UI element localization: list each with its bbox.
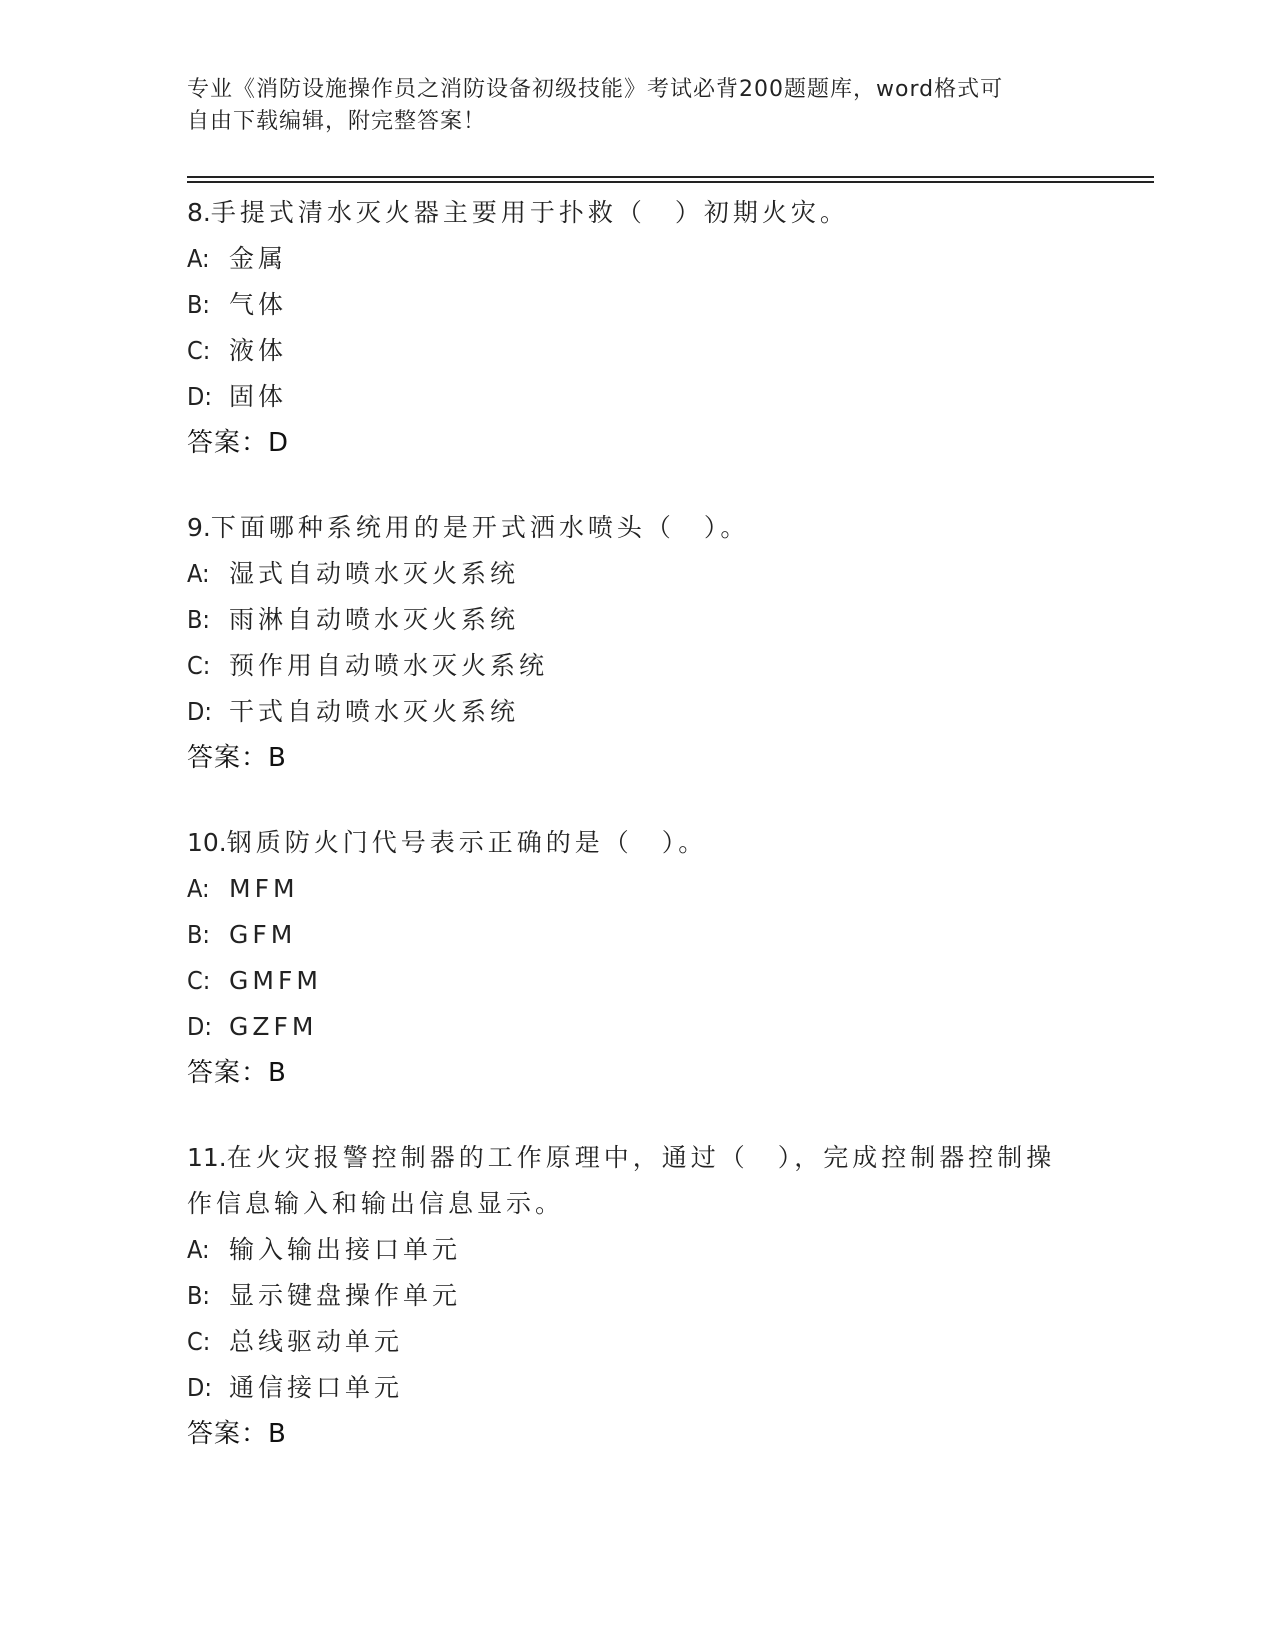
option-text: 输入输出接口单元 — [229, 1235, 462, 1264]
option-c — [187, 958, 1087, 1004]
option-d — [187, 1004, 1087, 1050]
answer-label: 答案： — [187, 1058, 269, 1088]
option-text: 干式自动喷水灭火系统 — [229, 697, 520, 726]
answer-value: B — [268, 1058, 287, 1088]
question-11 — [187, 1135, 1087, 1457]
question-number: 10. — [187, 828, 227, 857]
question-stem — [187, 820, 1087, 866]
option-b — [187, 1273, 1087, 1319]
question-list — [187, 190, 1087, 1496]
header-divider-bottom — [187, 181, 1154, 183]
question-text-line-2: 作信息输入和输出信息显示。 — [187, 1189, 565, 1218]
option-a — [187, 1227, 1087, 1273]
question-text: 钢质防火门代号表示正确的是（ ）。 — [226, 828, 708, 857]
question-number: 8. — [187, 198, 211, 227]
option-key: C: — [187, 966, 211, 995]
option-key: A: — [187, 1235, 210, 1264]
option-text: 金属 — [229, 244, 288, 273]
option-c — [187, 328, 1087, 374]
answer-value: D — [268, 428, 290, 458]
header-line-2: 自由下载编辑，附完整答案！ — [187, 109, 487, 134]
option-d — [187, 374, 1087, 420]
answer-value: B — [268, 1419, 287, 1449]
option-text: 通信接口单元 — [229, 1373, 404, 1402]
option-c — [187, 1319, 1087, 1365]
option-c — [187, 643, 1087, 689]
question-text: 手提式清水灭火器主要用于扑救（ ）初期火灾。 — [210, 198, 849, 227]
option-text: GZFM — [229, 1012, 318, 1041]
option-text: MFM — [229, 874, 299, 903]
option-key: B: — [187, 290, 211, 319]
option-key: D: — [187, 697, 212, 726]
question-number: 9. — [187, 513, 211, 542]
question-8 — [187, 190, 1087, 466]
option-b — [187, 282, 1087, 328]
option-b — [187, 597, 1087, 643]
option-key: D: — [187, 1012, 212, 1041]
option-key: B: — [187, 920, 211, 949]
option-text: 液体 — [229, 336, 288, 365]
option-text: 显示键盘操作单元 — [229, 1281, 462, 1310]
question-stem — [187, 505, 1087, 551]
answer-line — [187, 1050, 1087, 1096]
option-key: A: — [187, 244, 210, 273]
answer-label: 答案： — [187, 428, 269, 458]
option-text: 固体 — [229, 382, 288, 411]
question-text: 在火灾报警控制器的工作原理中，通过（ ），完成控制器控制操 — [226, 1143, 1056, 1172]
option-key: D: — [187, 1373, 212, 1402]
option-key: A: — [187, 874, 210, 903]
header-divider-top — [187, 176, 1154, 178]
question-text: 下面哪种系统用的是开式洒水喷头（ ）。 — [210, 513, 750, 542]
option-key: A: — [187, 559, 210, 588]
option-a — [187, 236, 1087, 282]
question-stem — [187, 190, 1087, 236]
option-key: C: — [187, 651, 211, 680]
answer-value: B — [268, 743, 287, 773]
option-a — [187, 866, 1087, 912]
option-text: 总线驱动单元 — [229, 1327, 404, 1356]
option-d — [187, 1365, 1087, 1411]
option-key: B: — [187, 605, 211, 634]
document-header — [187, 74, 1067, 138]
option-text: GMFM — [229, 966, 322, 995]
option-key: B: — [187, 1281, 211, 1310]
option-b — [187, 912, 1087, 958]
question-10 — [187, 820, 1087, 1096]
answer-label: 答案： — [187, 1419, 269, 1449]
option-text: 气体 — [229, 290, 288, 319]
option-key: C: — [187, 336, 211, 365]
question-number: 11. — [187, 1143, 227, 1172]
question-stem-continued — [187, 1181, 1087, 1227]
question-9 — [187, 505, 1087, 781]
option-text: 湿式自动喷水灭火系统 — [229, 559, 520, 588]
option-a — [187, 551, 1087, 597]
answer-line — [187, 735, 1087, 781]
answer-label: 答案： — [187, 743, 269, 773]
option-key: D: — [187, 382, 212, 411]
option-d — [187, 689, 1087, 735]
option-key: C: — [187, 1327, 211, 1356]
option-text: 雨淋自动喷水灭火系统 — [229, 605, 520, 634]
answer-line — [187, 1411, 1087, 1457]
question-stem — [187, 1135, 1087, 1181]
option-text: 预作用自动喷水灭火系统 — [229, 651, 549, 680]
answer-line — [187, 420, 1087, 466]
header-line-1: 专业《消防设施操作员之消防设备初级技能》考试必背200题题库，word格式可 — [187, 77, 1004, 102]
option-text: GFM — [229, 920, 297, 949]
